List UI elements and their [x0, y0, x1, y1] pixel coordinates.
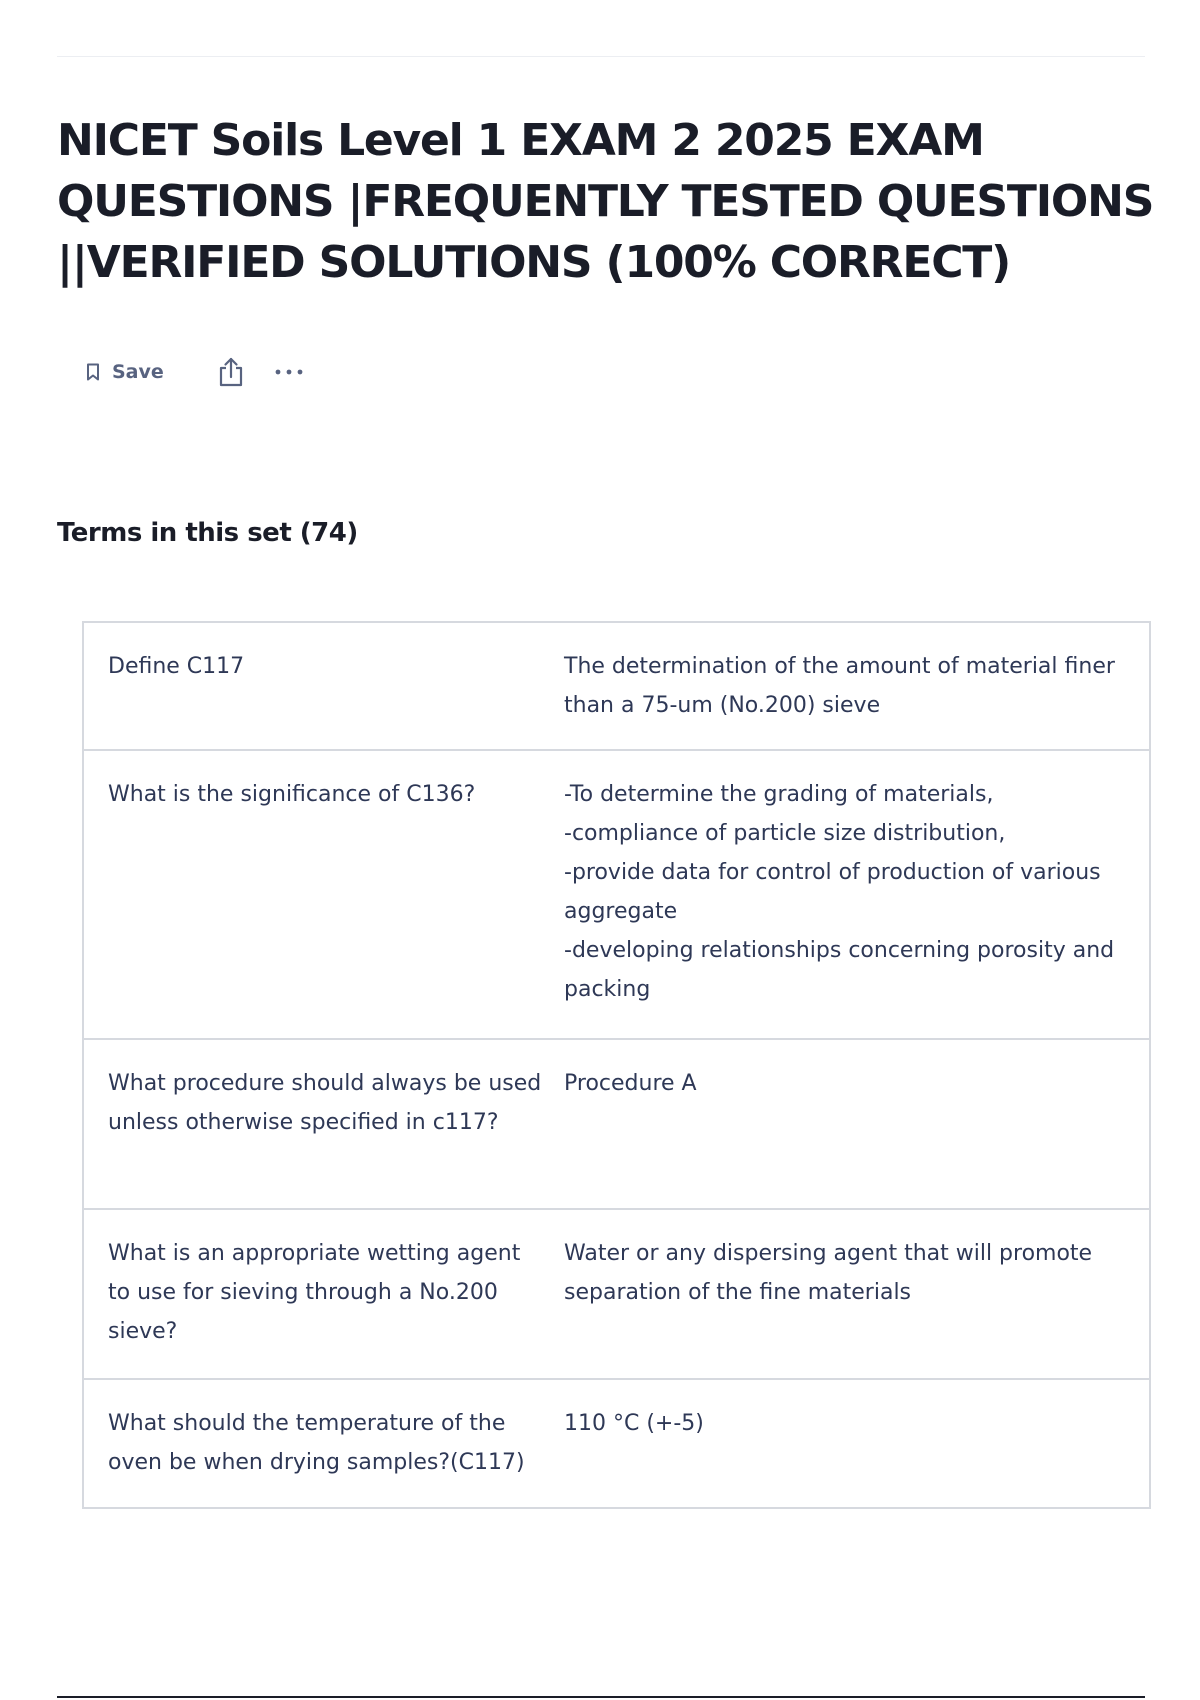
- definition-line: -developing relationships concerning porosity and packing: [564, 938, 1115, 1002]
- definition-line: -To determine the grading of materials,: [564, 782, 994, 807]
- definition-line: 110 °C (+-5): [564, 1411, 704, 1436]
- definition-line: Procedure A: [564, 1071, 697, 1096]
- terms-table: [82, 621, 1151, 1509]
- term-cell: What should the temperature of the oven be when drying samples?(C117): [108, 1411, 525, 1475]
- table-row: [84, 1380, 1149, 1507]
- save-button[interactable]: [86, 361, 164, 383]
- share-button[interactable]: [218, 357, 244, 387]
- action-bar: [86, 354, 304, 390]
- table-row: [84, 751, 1149, 1040]
- table-row: [84, 1040, 1149, 1210]
- definition-line: -provide data for control of production of various aggregate: [564, 860, 1101, 924]
- more-icon: [274, 368, 304, 376]
- share-icon: [218, 357, 244, 387]
- bookmark-icon: [86, 363, 100, 381]
- term-cell: What is the significance of C136?: [108, 782, 476, 807]
- bottom-divider: [57, 1696, 1145, 1698]
- definition-cell: [564, 751, 1149, 1038]
- definition-line: Water or any dispersing agent that will promote separation of the fine materials: [564, 1241, 1093, 1305]
- table-row: [84, 1210, 1149, 1380]
- definition-line: The determination of the amount of material finer than a 75-um (No.200) sieve: [564, 654, 1115, 718]
- term-cell: What procedure should always be used unless otherwise specified in c117?: [108, 1071, 542, 1135]
- save-button-label: Save: [112, 361, 164, 383]
- definition-line: -compliance of particle size distribution,: [564, 821, 1006, 846]
- top-divider: [57, 56, 1145, 57]
- definition-cell: [564, 1380, 1149, 1507]
- term-cell: Define C117: [108, 654, 245, 679]
- definition-cell: [564, 1040, 1149, 1208]
- terms-heading: Terms in this set (74): [57, 518, 358, 548]
- table-row: [84, 623, 1149, 751]
- page-title: NICET Soils Level 1 EXAM 2 2025 EXAM QUESTIONS |FREQUENTLY TESTED QUESTIONS ||VERIFIED SOLUTIONS (100% CORRECT): [57, 115, 1154, 288]
- definition-cell: [564, 623, 1149, 749]
- more-options-button[interactable]: [274, 368, 304, 376]
- term-cell: What is an appropriate wetting agent to use for sieving through a No.200 sieve?: [108, 1241, 521, 1344]
- definition-cell: [564, 1210, 1149, 1378]
